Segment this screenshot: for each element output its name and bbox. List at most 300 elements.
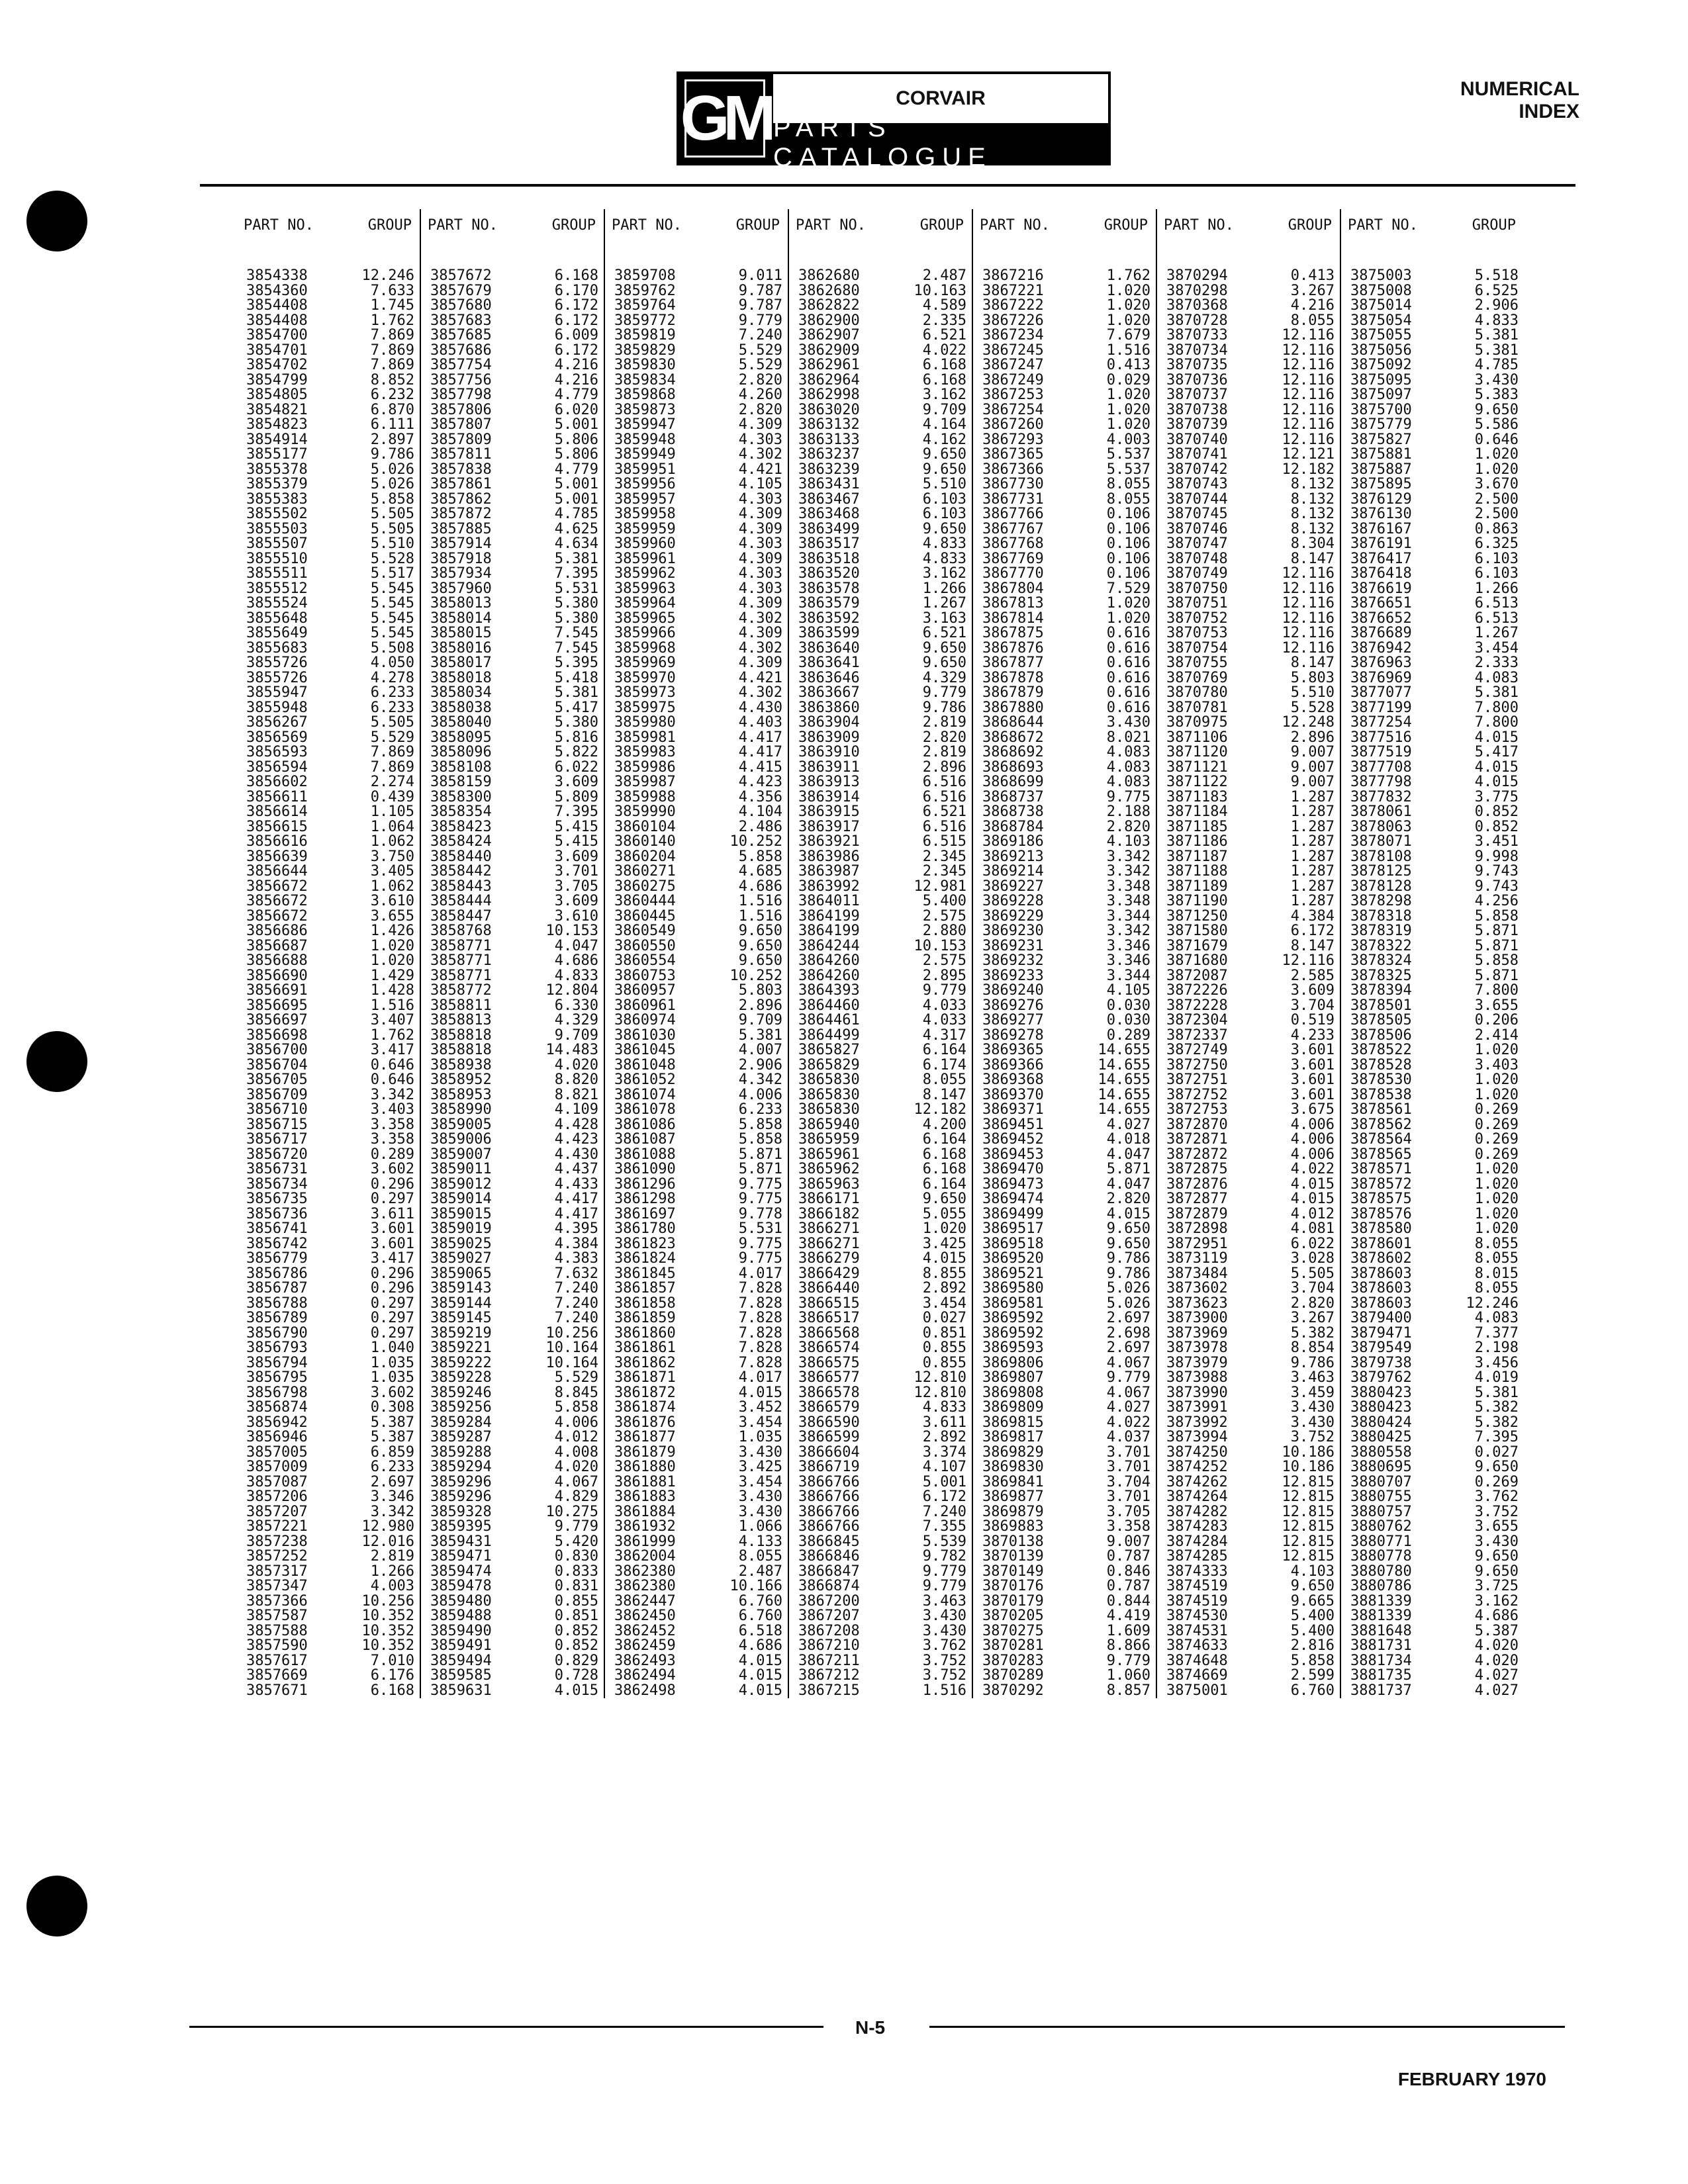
part-number: 3870735 bbox=[1166, 357, 1228, 373]
part-number: 3856798 bbox=[246, 1384, 308, 1401]
part-number: 3869233 bbox=[982, 967, 1044, 984]
table-row bbox=[1341, 1162, 1524, 1177]
part-number: 3857806 bbox=[430, 401, 492, 418]
group-number: 6.521 bbox=[922, 625, 966, 641]
group-number: 0.289 bbox=[370, 1146, 414, 1163]
table-row bbox=[605, 298, 788, 314]
table-row bbox=[237, 1058, 420, 1073]
part-number: 3855502 bbox=[246, 506, 308, 522]
table-row bbox=[789, 1475, 972, 1490]
table-row bbox=[789, 1430, 972, 1445]
group-number: 4.309 bbox=[738, 506, 782, 522]
table-row bbox=[237, 969, 420, 984]
part-number: 3870780 bbox=[1166, 684, 1228, 701]
table-row bbox=[421, 850, 604, 865]
table-row bbox=[605, 403, 788, 418]
table-row bbox=[1157, 1549, 1340, 1565]
part-number: 3870176 bbox=[982, 1578, 1044, 1594]
group-number: 9.650 bbox=[1106, 1235, 1150, 1252]
group-number: 4.423 bbox=[554, 1131, 598, 1148]
group-number: 3.454 bbox=[922, 1295, 966, 1312]
group-number: 6.172 bbox=[1290, 923, 1335, 939]
table-row bbox=[605, 999, 788, 1014]
part-number: 3863992 bbox=[798, 878, 860, 895]
group-number: 5.510 bbox=[370, 535, 414, 552]
part-number: 3872753 bbox=[1166, 1101, 1228, 1118]
table-row bbox=[237, 1192, 420, 1207]
group-number: 12.815 bbox=[1282, 1473, 1335, 1490]
group-number: 3.610 bbox=[554, 907, 598, 925]
part-number: 3857206 bbox=[246, 1488, 308, 1505]
table-row bbox=[789, 433, 972, 448]
part-number: 3859873 bbox=[614, 401, 676, 418]
table-row bbox=[237, 1148, 420, 1163]
group-number: 1.287 bbox=[1290, 878, 1335, 895]
part-number: 3862450 bbox=[614, 1608, 676, 1624]
part-number: 3867880 bbox=[982, 699, 1044, 716]
table-row bbox=[1157, 1118, 1340, 1133]
part-number: 3860550 bbox=[614, 937, 676, 954]
table-row bbox=[973, 1341, 1156, 1356]
table-row bbox=[421, 1162, 604, 1177]
table-row bbox=[605, 1639, 788, 1654]
table-row bbox=[421, 463, 604, 478]
part-number: 3869214 bbox=[982, 863, 1044, 880]
part-number: 3861086 bbox=[614, 1116, 676, 1133]
part-number: 3861884 bbox=[614, 1503, 676, 1520]
part-number: 3857207 bbox=[246, 1503, 308, 1520]
table-row bbox=[789, 582, 972, 597]
part-number: 3869365 bbox=[982, 1042, 1044, 1058]
table-row bbox=[605, 880, 788, 895]
group-number: 4.303 bbox=[738, 431, 782, 448]
group-number: 4.081 bbox=[1290, 1220, 1335, 1237]
part-number: 3859819 bbox=[614, 327, 676, 343]
table-row bbox=[973, 1132, 1156, 1148]
group-number: 4.107 bbox=[922, 1459, 966, 1475]
part-number: 3875827 bbox=[1350, 431, 1412, 448]
part-number: 3876942 bbox=[1350, 639, 1412, 657]
part-number: 3864011 bbox=[798, 893, 860, 909]
table-row bbox=[237, 1505, 420, 1520]
group-number: 0.852 bbox=[554, 1637, 598, 1654]
part-number: 3856794 bbox=[246, 1354, 308, 1371]
table-row bbox=[605, 1416, 788, 1431]
table-row bbox=[237, 909, 420, 925]
table-row bbox=[421, 537, 604, 552]
part-number: 3854700 bbox=[246, 327, 308, 343]
table-row bbox=[237, 596, 420, 612]
part-number: 3878561 bbox=[1350, 1101, 1412, 1118]
group-number: 12.121 bbox=[1282, 446, 1335, 463]
table-row bbox=[605, 314, 788, 329]
table-row bbox=[237, 1624, 420, 1639]
group-number: 1.060 bbox=[1106, 1667, 1150, 1684]
part-number: 3873900 bbox=[1166, 1310, 1228, 1326]
group-number: 2.896 bbox=[922, 758, 966, 776]
part-number: 3870733 bbox=[1166, 327, 1228, 343]
table-row bbox=[605, 745, 788, 760]
table-row bbox=[421, 1177, 604, 1193]
group-header: GROUP bbox=[551, 216, 596, 234]
part-number: 3878501 bbox=[1350, 997, 1412, 1014]
brand-title: CORVAIR bbox=[896, 87, 986, 109]
part-number: 3856697 bbox=[246, 1012, 308, 1028]
group-number: 1.020 bbox=[1106, 595, 1150, 612]
group-number: 8.055 bbox=[1474, 1250, 1519, 1267]
table-row bbox=[789, 612, 972, 627]
table-row bbox=[1341, 775, 1524, 790]
group-number: 5.871 bbox=[1474, 937, 1519, 954]
table-row bbox=[789, 552, 972, 567]
part-number: 3859772 bbox=[614, 312, 676, 329]
part-number: 3870749 bbox=[1166, 565, 1228, 582]
table-row bbox=[421, 1565, 604, 1580]
part-number: 3871122 bbox=[1166, 774, 1228, 790]
part-number: 3877077 bbox=[1350, 684, 1412, 701]
table-row bbox=[1157, 1505, 1340, 1520]
group-number: 3.601 bbox=[1290, 1071, 1335, 1088]
table-row bbox=[789, 298, 972, 314]
table-row bbox=[973, 760, 1156, 776]
part-number: 3856695 bbox=[246, 997, 308, 1014]
group-number: 12.016 bbox=[361, 1533, 414, 1550]
table-row bbox=[1157, 582, 1340, 597]
group-number: 0.616 bbox=[1106, 684, 1150, 701]
group-number: 1.267 bbox=[922, 595, 966, 612]
table-row bbox=[421, 686, 604, 701]
group-number: 5.871 bbox=[1474, 967, 1519, 984]
table-row bbox=[973, 1460, 1156, 1475]
table-row bbox=[789, 1549, 972, 1565]
group-number: 9.650 bbox=[922, 1191, 966, 1207]
part-number: 3867222 bbox=[982, 297, 1044, 314]
group-number: 4.260 bbox=[738, 387, 782, 403]
group-number: 9.650 bbox=[922, 639, 966, 657]
part-number: 3857914 bbox=[430, 535, 492, 552]
group-number: 12.116 bbox=[1282, 341, 1335, 359]
table-row bbox=[237, 1565, 420, 1580]
part-number: 3869592 bbox=[982, 1310, 1044, 1326]
table-row bbox=[421, 760, 604, 776]
part-number: 3856639 bbox=[246, 848, 308, 865]
part-number: 3880425 bbox=[1350, 1429, 1412, 1445]
part-number: 3858990 bbox=[430, 1101, 492, 1118]
group-number: 2.335 bbox=[922, 312, 966, 329]
part-number: 3870745 bbox=[1166, 506, 1228, 522]
group-number: 7.828 bbox=[738, 1354, 782, 1371]
table-row bbox=[973, 880, 1156, 895]
part-number: 3854338 bbox=[246, 267, 308, 284]
table-row bbox=[789, 1192, 972, 1207]
table-row bbox=[237, 1013, 420, 1028]
table-row bbox=[421, 909, 604, 925]
table-row bbox=[1157, 850, 1340, 865]
group-header: GROUP bbox=[367, 216, 412, 234]
part-number: 3870138 bbox=[982, 1533, 1044, 1550]
group-number: 3.344 bbox=[1106, 967, 1150, 984]
table-row bbox=[421, 745, 604, 760]
part-number: 3869229 bbox=[982, 907, 1044, 925]
table-row bbox=[789, 463, 972, 478]
group-number: 4.006 bbox=[1290, 1116, 1335, 1133]
group-number: 2.906 bbox=[738, 1056, 782, 1073]
part-number: 3873988 bbox=[1166, 1369, 1228, 1386]
group-number: 9.787 bbox=[738, 282, 782, 299]
table-row bbox=[789, 939, 972, 954]
part-number: 3870975 bbox=[1166, 714, 1228, 731]
group-number: 1.516 bbox=[738, 893, 782, 909]
table-row bbox=[1341, 552, 1524, 567]
group-number: 0.269 bbox=[1474, 1101, 1519, 1118]
part-number: 3854823 bbox=[246, 416, 308, 433]
group-number: 3.430 bbox=[1474, 1533, 1519, 1550]
part-number: 3856717 bbox=[246, 1131, 308, 1148]
part-number: 3869841 bbox=[982, 1473, 1044, 1490]
group-number: 6.020 bbox=[554, 401, 598, 418]
group-number: 7.355 bbox=[922, 1518, 966, 1535]
part-number: 3859631 bbox=[430, 1682, 492, 1699]
part-number: 3857087 bbox=[246, 1473, 308, 1490]
group-number: 10.153 bbox=[914, 937, 966, 954]
table-row bbox=[421, 626, 604, 641]
table-row bbox=[1157, 1475, 1340, 1490]
group-number: 9.775 bbox=[738, 1175, 782, 1193]
group-number: 5.871 bbox=[1474, 923, 1519, 939]
part-number: 3875887 bbox=[1350, 461, 1412, 478]
part-number: 3865830 bbox=[798, 1101, 860, 1118]
table-row bbox=[605, 388, 788, 403]
part-number: 3857671 bbox=[246, 1682, 308, 1699]
group-number: 12.116 bbox=[1282, 952, 1335, 969]
part-number: 3875054 bbox=[1350, 312, 1412, 329]
part-number: 3863020 bbox=[798, 401, 860, 418]
table-row bbox=[605, 1326, 788, 1342]
table-row bbox=[789, 1535, 972, 1550]
part-number: 3859958 bbox=[614, 506, 676, 522]
table-row bbox=[605, 1520, 788, 1535]
part-number: 3873119 bbox=[1166, 1250, 1228, 1267]
group-number: 9.650 bbox=[738, 937, 782, 954]
table-row bbox=[973, 1162, 1156, 1177]
table-row bbox=[421, 507, 604, 522]
part-number: 3871250 bbox=[1166, 907, 1228, 925]
table-row bbox=[1157, 477, 1340, 492]
page-number: N-5 bbox=[855, 2017, 886, 2038]
table-row bbox=[1157, 1088, 1340, 1103]
part-number: 3865827 bbox=[798, 1042, 860, 1058]
part-number: 3869370 bbox=[982, 1086, 1044, 1103]
group-number: 1.020 bbox=[1474, 446, 1519, 463]
group-number: 5.858 bbox=[1474, 952, 1519, 969]
group-number: 5.545 bbox=[370, 595, 414, 612]
part-number: 3871580 bbox=[1166, 923, 1228, 939]
group-number: 3.611 bbox=[370, 1205, 414, 1222]
table-row bbox=[1341, 1386, 1524, 1401]
part-number: 3857347 bbox=[246, 1578, 308, 1594]
table-row bbox=[421, 284, 604, 299]
table-row bbox=[605, 1311, 788, 1326]
part-number: 3873484 bbox=[1166, 1265, 1228, 1282]
group-number: 5.858 bbox=[1474, 907, 1519, 925]
group-number: 6.172 bbox=[554, 312, 598, 329]
group-number: 6.760 bbox=[738, 1592, 782, 1610]
group-number: 4.309 bbox=[738, 416, 782, 433]
table-row bbox=[1157, 1416, 1340, 1431]
group-number: 3.430 bbox=[922, 1622, 966, 1639]
part-number: 3870769 bbox=[1166, 669, 1228, 686]
group-number: 12.815 bbox=[1282, 1548, 1335, 1565]
table-row bbox=[789, 715, 972, 731]
table-row bbox=[605, 1251, 788, 1267]
table-row bbox=[1341, 1177, 1524, 1193]
table-row bbox=[973, 1445, 1156, 1461]
table-row bbox=[605, 1043, 788, 1058]
table-row bbox=[1157, 1386, 1340, 1401]
group-number: 6.521 bbox=[922, 803, 966, 820]
group-number: 3.358 bbox=[1106, 1518, 1150, 1535]
part-number: 3857811 bbox=[430, 446, 492, 463]
part-number: 3880424 bbox=[1350, 1414, 1412, 1431]
group-number: 3.456 bbox=[1474, 1354, 1519, 1371]
group-number: 8.055 bbox=[1106, 490, 1150, 508]
group-number: 10.166 bbox=[729, 1578, 782, 1594]
group-number: 6.176 bbox=[370, 1667, 414, 1684]
part-number: 3858818 bbox=[430, 1026, 492, 1044]
group-number: 8.055 bbox=[1290, 312, 1335, 329]
part-number: 3863915 bbox=[798, 803, 860, 820]
part-number: 3856789 bbox=[246, 1310, 308, 1326]
table-row bbox=[1341, 373, 1524, 388]
part-number: 3866579 bbox=[798, 1399, 860, 1416]
table-row bbox=[605, 835, 788, 850]
part-number: 3858771 bbox=[430, 937, 492, 954]
group-number: 5.417 bbox=[1474, 744, 1519, 760]
group-number: 4.022 bbox=[1106, 1414, 1150, 1431]
group-number: 5.380 bbox=[554, 595, 598, 612]
group-number: 8.055 bbox=[1474, 1235, 1519, 1252]
group-number: 1.105 bbox=[370, 803, 414, 820]
part-number: 3869877 bbox=[982, 1488, 1044, 1505]
table-row bbox=[1157, 969, 1340, 984]
part-number: 3875014 bbox=[1350, 297, 1412, 314]
group-number: 1.516 bbox=[738, 907, 782, 925]
group-number: 3.374 bbox=[922, 1443, 966, 1461]
part-number: 3859296 bbox=[430, 1488, 492, 1505]
table-row bbox=[973, 835, 1156, 850]
group-number: 4.419 bbox=[1106, 1608, 1150, 1624]
group-number: 12.116 bbox=[1282, 625, 1335, 641]
table-row bbox=[237, 1639, 420, 1654]
group-number: 3.609 bbox=[554, 848, 598, 865]
table-row bbox=[973, 1565, 1156, 1580]
group-number: 5.381 bbox=[1474, 684, 1519, 701]
part-number: 3878319 bbox=[1350, 923, 1412, 939]
part-number: 3878580 bbox=[1350, 1220, 1412, 1237]
part-number: 3872872 bbox=[1166, 1146, 1228, 1163]
group-number: 3.609 bbox=[1290, 982, 1335, 999]
table-row bbox=[605, 596, 788, 612]
part-number: 3862680 bbox=[798, 267, 860, 284]
group-number: 3.358 bbox=[370, 1131, 414, 1148]
part-number: 3858771 bbox=[430, 952, 492, 969]
group-number: 6.170 bbox=[554, 282, 598, 299]
group-number: 9.650 bbox=[738, 923, 782, 939]
part-number: 3860974 bbox=[614, 1012, 676, 1028]
group-number: 5.529 bbox=[370, 729, 414, 746]
part-number: 3857617 bbox=[246, 1652, 308, 1669]
group-number: 3.655 bbox=[370, 907, 414, 925]
part-number: 3864244 bbox=[798, 937, 860, 954]
part-number: 3862998 bbox=[798, 387, 860, 403]
part-number: 3866846 bbox=[798, 1548, 860, 1565]
table-row bbox=[1157, 1192, 1340, 1207]
table-row bbox=[605, 1475, 788, 1490]
table-row bbox=[421, 1237, 604, 1252]
index-column bbox=[1340, 209, 1524, 1698]
table-row bbox=[1157, 567, 1340, 582]
table-row bbox=[1341, 1207, 1524, 1222]
part-number: 3878603 bbox=[1350, 1295, 1412, 1312]
part-number: 3857934 bbox=[430, 565, 492, 582]
part-number: 3863986 bbox=[798, 848, 860, 865]
group-number: 4.589 bbox=[922, 297, 966, 314]
table-row bbox=[605, 656, 788, 671]
table-row bbox=[973, 715, 1156, 731]
table-row bbox=[421, 864, 604, 880]
table-row bbox=[605, 1103, 788, 1118]
table-row bbox=[789, 1118, 972, 1133]
group-number: 4.017 bbox=[738, 1265, 782, 1282]
group-number: 7.545 bbox=[554, 639, 598, 657]
part-number: 3869231 bbox=[982, 937, 1044, 954]
part-number: 3861088 bbox=[614, 1146, 676, 1163]
table-row bbox=[421, 731, 604, 746]
table-row bbox=[789, 1371, 972, 1386]
group-number: 0.296 bbox=[370, 1265, 414, 1282]
group-number: 8.820 bbox=[554, 1071, 598, 1088]
table-row bbox=[605, 358, 788, 373]
part-number: 3859145 bbox=[430, 1310, 492, 1326]
column-header bbox=[973, 209, 1156, 241]
part-number: 3866271 bbox=[798, 1220, 860, 1237]
part-number: 3858952 bbox=[430, 1071, 492, 1088]
part-number: 3878603 bbox=[1350, 1265, 1412, 1282]
part-number: 3869817 bbox=[982, 1429, 1044, 1445]
table-row bbox=[789, 805, 972, 820]
part-number: 3861296 bbox=[614, 1175, 676, 1193]
table-row bbox=[1157, 1400, 1340, 1416]
part-number: 3876619 bbox=[1350, 580, 1412, 597]
part-number: 3874250 bbox=[1166, 1443, 1228, 1461]
table-row bbox=[605, 731, 788, 746]
group-number: 4.015 bbox=[554, 1682, 598, 1699]
group-number: 3.430 bbox=[1290, 1399, 1335, 1416]
table-row bbox=[1157, 298, 1340, 314]
table-row bbox=[789, 701, 972, 716]
part-number: 3857756 bbox=[430, 371, 492, 388]
table-row bbox=[973, 864, 1156, 880]
group-number: 3.430 bbox=[738, 1443, 782, 1461]
part-number: 3866719 bbox=[798, 1459, 860, 1475]
table-row bbox=[421, 924, 604, 939]
table-row bbox=[237, 1311, 420, 1326]
group-number: 4.303 bbox=[738, 490, 782, 508]
table-row bbox=[237, 1445, 420, 1461]
table-row bbox=[1157, 612, 1340, 627]
part-number: 3855379 bbox=[246, 476, 308, 492]
table-row bbox=[421, 1386, 604, 1401]
